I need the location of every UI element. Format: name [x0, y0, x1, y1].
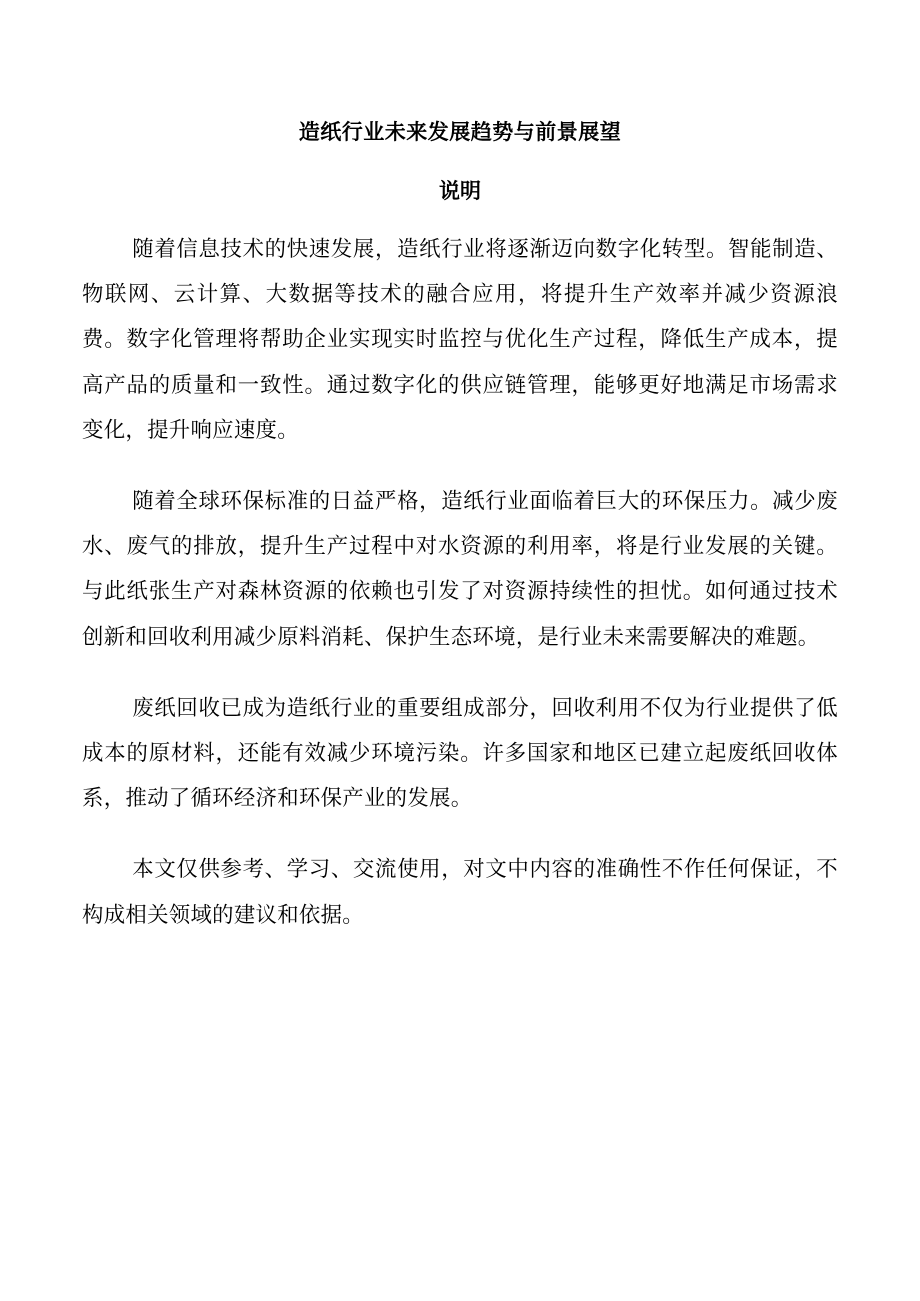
- paragraph-waste-paper-recycling: 废纸回收已成为造纸行业的重要组成部分，回收利用不仅为行业提供了低成本的原材料，还能有效减少环境污染。许多国家和地区已建立起废纸回收体系，推动了循环经济和环保产业的发展。: [82, 695, 838, 812]
- paragraph-environmental-pressure: 随着全球环保标准的日益严格，造纸行业面临着巨大的环保压力。减少废水、废气的排放，提升生产过程中对水资源的利用率，将是行业发展的关键。与此纸张生产对森林资源的依赖也引发了对资源持续性的担忧。如何通过技术创新和回收利用减少原料消耗、保护生态环境，是行业未来需要解决的难题。: [82, 489, 838, 650]
- document-title: 造纸行业未来发展趋势与前景展望: [298, 119, 622, 144]
- document-body: [82, 227, 838, 964]
- paragraph-disclaimer: 本文仅供参考、学习、交流使用，对文中内容的准确性不作任何保证，不构成相关领域的建议和依据。: [82, 857, 838, 928]
- paragraph-digital-transformation: 随着信息技术的快速发展，造纸行业将逐渐迈向数字化转型。智能制造、物联网、云计算、大数据等技术的融合应用，将提升生产效率并减少资源浪费。数字化管理将帮助企业实现实时监控与优化生产过程，降低生产成本，提高产品的质量和一致性。通过数字化的供应链管理，能够更好地满足市场需求变化，提升响应速度。: [82, 237, 838, 443]
- section-heading: 说明: [439, 178, 481, 203]
